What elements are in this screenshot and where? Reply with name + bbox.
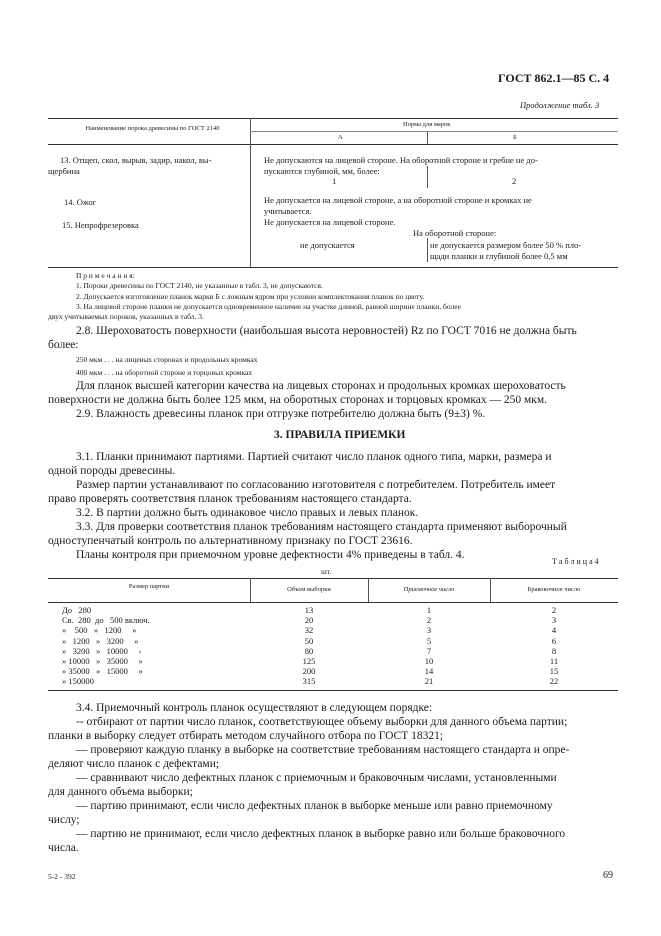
table-4-cell-rejection-number: 15	[549, 666, 559, 677]
paragraph-3-4-step-4-cont: числу;	[48, 814, 80, 826]
paragraph-3-4-step-5-cont: числа.	[48, 842, 79, 854]
page-header-title: ГОСТ 862.1—85 С. 4	[498, 71, 610, 85]
table-4-cell-acceptance-number: 5	[426, 635, 432, 646]
table-row-13-name: 13. Отщеп, скол, вырыв, задир, накол, вы-	[60, 155, 212, 165]
table-4-cell-batch-size: » 35000 » 15000 »	[62, 666, 143, 677]
table-4-cell-rejection-number: 6	[551, 635, 557, 646]
note-3-cont: двух учитываемых пороков, указанных в табл. 3.	[48, 312, 204, 321]
table-row-15-norm-cont: На оборотной стороне:	[413, 228, 497, 238]
column-header-a: А	[338, 134, 343, 141]
paragraph-3-4-step-2-cont: деляют число планок с дефектами;	[48, 758, 220, 770]
roughness-value-2: 400 мкм . . . на оборотной стороне и торцовых кромках	[76, 368, 253, 377]
table-4-cell-sample-size: 200	[302, 666, 316, 677]
paragraph-3-3-plans: Планы контроля при приемочном уровне дефектности 4% приведены в табл. 4.	[76, 549, 465, 561]
table-4-cell-rejection-number: 11	[549, 656, 559, 666]
table-row-15-value-b-cont: щади планки и глубиной более 0,5 мм	[430, 251, 568, 261]
table-row-15-name: 15. Непрофрезеровка	[62, 220, 139, 230]
paragraph-3-1: 3.1. Планки принимают партиями. Партией считают число планок одного типа, марки, размера и	[76, 451, 552, 463]
paragraph-3-4-step-5: — партию не принимают, если число дефектных планок в выборке равно или больше браковочного	[76, 828, 566, 840]
table-row-13-norm-cont: пускаются глубиной, мм, более:	[264, 166, 380, 176]
column-header-defect-name: Наименование порока древесины по ГОСТ 2140	[85, 125, 220, 132]
table-4-cell-acceptance-number: 10	[424, 656, 434, 666]
table-4-cell-sample-size: 50	[304, 635, 314, 646]
table-4-header-sample: Объем выборки	[287, 586, 331, 593]
table-4-cell-sample-size: 20	[304, 615, 314, 626]
table-4-cell-batch-size: » 500 » 1200 »	[62, 625, 137, 636]
table-4-cell-sample-size: 80	[304, 645, 314, 656]
table-4-cell-sample-size: 32	[304, 625, 314, 636]
table-4-cell-batch-size: » 150000	[62, 676, 94, 687]
table-4-header-accept: Приемочное число	[403, 586, 455, 593]
footer-print-code: 5-2 - 392	[48, 872, 76, 881]
table-row-14-norm: Не допускается на лицевой стороне, а на оборотной стороне и кромках не	[264, 195, 532, 205]
paragraph-2-9: 2.9. Влажность древесины планок при отгрузке потребителю должна быть (9±3) %.	[76, 408, 486, 420]
note-2: 2. Допускается изготовление планок марки Б с ложным ядром при условии комплектования планок по цвету.	[76, 292, 425, 301]
table-row-13-norm: Не допускаются на лицевой стороне. На оборотной стороне и гребне не до-	[264, 155, 538, 165]
paragraph-3-1-size-cont: право проверять соответствия планок требованиям настоящего стандарта.	[48, 493, 412, 505]
table-row-15-norm: Не допускается на лицевой стороне.	[264, 217, 396, 227]
paragraph-3-1-cont: одной породы древесины.	[48, 465, 176, 477]
table-row-14-name: 14. Ожог	[64, 197, 97, 207]
column-header-norm: Норма для марок	[403, 121, 451, 128]
table-4-cell-acceptance-number: 21	[424, 676, 434, 687]
table-4-cell-rejection-number: 3	[551, 615, 557, 626]
paragraph-3-3-cont: одноступенчатый контроль по альтернативному признаку по ГОСТ 23616.	[48, 535, 413, 547]
table-4-cell-batch-size: » 10000 » 35000 »	[62, 656, 143, 666]
table-4-cell-sample-size: 315	[302, 676, 316, 687]
paragraph-3-1-size: Размер партии устанавливают по согласованию изготовителя с потребителем. Потребитель имеет	[76, 479, 556, 491]
note-3: 3. На лицевой стороне планки не допускается одновременное наличие на участке длиной, равной ширине планки, более	[76, 302, 461, 311]
table-4-cell-acceptance-number: 7	[426, 645, 432, 656]
section-3-title: 3. ПРАВИЛА ПРИЕМКИ	[274, 429, 406, 441]
table-4-cell-sample-size: 125	[302, 656, 316, 666]
table-4-header-reject: Браковочное число	[527, 586, 581, 593]
table-4-cell-rejection-number: 22	[549, 676, 559, 687]
paragraph-3-3: 3.3. Для проверки соответствия планок требованиям настоящего стандарта применяют выборочный	[76, 521, 567, 533]
table-4-cell-rejection-number: 2	[551, 605, 557, 615]
table-4-cell-acceptance-number: 2	[426, 615, 432, 626]
paragraph-2-8: 2.8. Шероховатость поверхности (наибольшая высота неровностей) Rz по ГОСТ 7016 не должна быть	[76, 325, 577, 337]
table-row-13-name-cont: щербина	[48, 166, 80, 176]
table-4-cell-rejection-number: 8	[551, 645, 557, 656]
table-4-cell-acceptance-number: 1	[426, 605, 432, 615]
table-4-cell-sample-size: 13	[304, 605, 314, 615]
paragraph-3-4-step-3-cont: для данного объема выборки;	[48, 786, 193, 798]
table-4-cell-acceptance-number: 3	[426, 625, 432, 636]
page-number: 69	[603, 870, 613, 881]
table-continuation-label: Продолжение табл. 3	[520, 100, 600, 110]
notes-heading: П р и м е ч а н и я:	[76, 271, 135, 280]
table-row-15-value-b: не допускается размером более 50 % пло-	[430, 240, 582, 250]
paragraph-2-8-premium: Для планок высшей категории качества на лицевых сторонах и продольных кромках шероховатость	[76, 380, 566, 392]
paragraph-2-8-cont: более:	[48, 339, 79, 351]
table-4-cell-batch-size: Св. 280 до 500 включ.	[62, 615, 150, 626]
table-row-13-value-a: 1	[332, 176, 337, 186]
column-header-b: Б	[513, 134, 517, 141]
table-row-13-value-b: 2	[512, 176, 517, 186]
paragraph-3-4-step-1: -- отбирают от партии число планок, соответствующее объему выборки для данного объема партии;	[76, 716, 568, 728]
paragraph-3-4-step-3: — сравнивают число дефектных планок с приемочным и браковочным числами, установленными	[76, 772, 557, 784]
paragraph-3-4: 3.4. Приемочный контроль планок осуществляют в следующем порядке:	[76, 702, 433, 714]
paragraph-3-4-step-2: — проверяют каждую планку в выборке на соответствие требованиям настоящего стандарта и опре-	[76, 744, 570, 756]
table-4-cell-acceptance-number: 14	[424, 666, 434, 677]
table-4-cell-rejection-number: 4	[551, 625, 557, 636]
note-1: 1. Пороки древесины по ГОСТ 2140, не указанные в табл. 3, не допускаются.	[76, 281, 323, 290]
paragraph-3-4-step-1-cont: планки в выборку следует отбирать методом случайного отбора по ГОСТ 18321;	[48, 730, 444, 742]
table-4-cell-batch-size: » 3200 » 10000 ›	[62, 645, 142, 656]
table-4-cell-batch-size: До 280	[62, 605, 92, 615]
table-row-14-norm-cont: учитывается.	[264, 206, 312, 216]
paragraph-3-4-step-4: — партию принимают, если число дефектных планок в выборке меньше или равно приемочному	[76, 800, 553, 812]
table-4-cell-batch-size: » 1200 » 3200 »	[62, 635, 139, 646]
paragraph-2-8-premium-cont: поверхности не должна быть более 125 мкм, на оборотных сторонах и торцовых кромках — 250 мкм.	[48, 394, 548, 406]
table-4-header-batch: Размер партии	[128, 583, 170, 590]
table-4-label: Т а б л и ц а 4	[552, 557, 599, 566]
table-4-unit: шт.	[321, 567, 332, 576]
table-row-15-value-a: не допускается	[300, 240, 355, 250]
roughness-value-1: 250 мкм . . . на лицевых сторонах и продольных кромках	[76, 355, 258, 364]
paragraph-3-2: 3.2. В партии должно быть одинаковое число правых и левых планок.	[76, 507, 419, 519]
